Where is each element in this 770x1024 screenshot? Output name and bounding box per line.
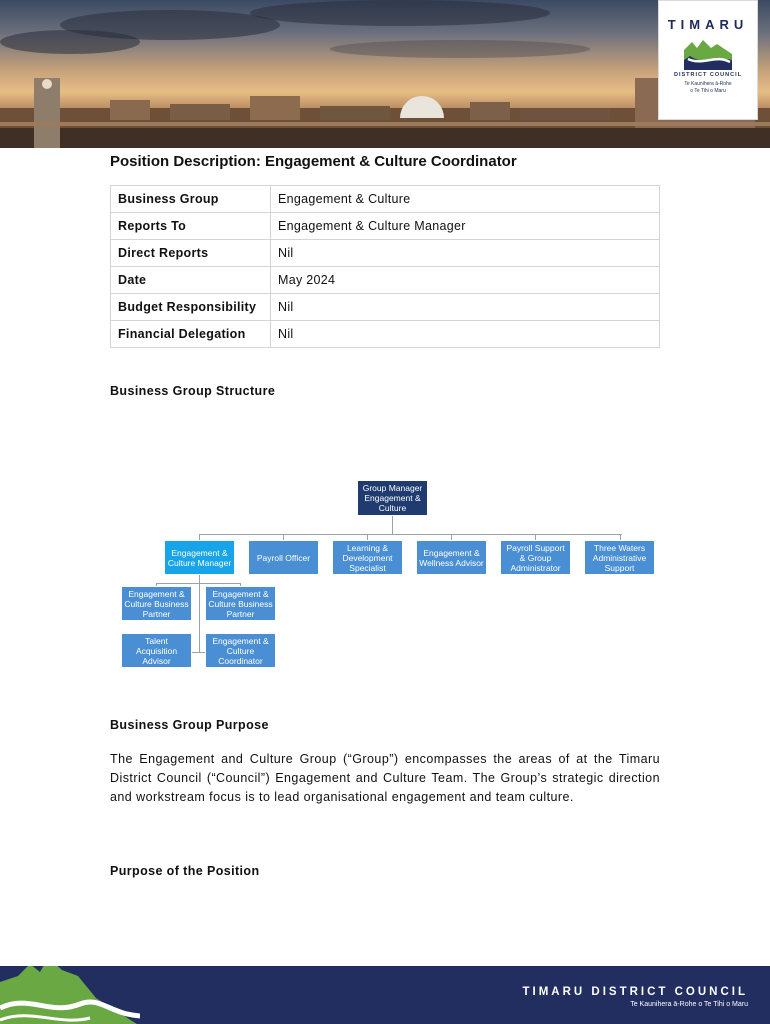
detail-label: Date <box>111 267 271 294</box>
table-row <box>111 186 660 213</box>
detail-value: Nil <box>271 294 660 321</box>
detail-value: Nil <box>271 321 660 348</box>
position-purpose-heading: Purpose of the Position <box>110 864 260 878</box>
org-node-ec-manager: Engagement & Culture Manager <box>164 540 235 575</box>
logo-subtitle: DISTRICT COUNCIL <box>674 72 742 78</box>
org-node-payroll-support: Payroll Support & Group Administrator <box>500 540 571 575</box>
city-skyline-image <box>0 78 770 148</box>
org-node-three-waters: Three Waters Administrative Support <box>584 540 655 575</box>
purpose-paragraph: The Engagement and Culture Group (“Group”) encompasses the areas of at the Timaru District Council (“Council”) Engagement and Culture Team. The Group’s strategic direction and workstream focus is to lead organisational engagement and team culture. <box>110 752 660 804</box>
logo-tagline-2: o Te Tihi o Maru <box>690 88 726 94</box>
table-row <box>111 213 660 240</box>
org-node-talent-advisor: Talent Acquisition Advisor <box>121 633 192 668</box>
structure-heading: Business Group Structure <box>110 384 276 398</box>
purpose-heading: Business Group Purpose <box>110 718 269 732</box>
detail-value: Nil <box>271 240 660 267</box>
detail-value: Engagement & Culture Manager <box>271 213 660 240</box>
table-row <box>111 267 660 294</box>
org-node-wellness-advisor: Engagement & Wellness Advisor <box>416 540 487 575</box>
mountain-river-icon <box>684 36 732 70</box>
mountain-river-icon <box>0 966 140 1024</box>
org-node-ld-specialist: Learning & Development Specialist <box>332 540 403 575</box>
table-row <box>111 294 660 321</box>
org-node-group-manager: Group Manager Engagement & Culture <box>357 480 428 516</box>
connector-line <box>190 652 206 653</box>
document-title: Position Description: Engagement & Culture Coordinator <box>110 153 517 170</box>
footer-council-name: TIMARU DISTRICT COUNCIL <box>522 986 748 998</box>
connector-line <box>199 534 622 535</box>
org-node-ec-coordinator: Engagement & Culture Coordinator <box>205 633 276 668</box>
table-row <box>111 240 660 267</box>
position-details-table <box>110 185 660 348</box>
detail-label: Financial Delegation <box>111 321 271 348</box>
footer-tagline: Te Kaunihera ā-Rohe o Te Tihi o Maru <box>630 1001 748 1008</box>
council-logo <box>658 0 758 120</box>
detail-label: Budget Responsibility <box>111 294 271 321</box>
logo-title: TIMARU <box>667 17 749 32</box>
detail-label: Business Group <box>111 186 271 213</box>
detail-value: May 2024 <box>271 267 660 294</box>
connector-line <box>156 583 240 584</box>
connector-line <box>392 515 393 534</box>
logo-tagline-1: Te Kaunihera ā-Rohe <box>684 81 732 87</box>
org-node-business-partner: Engagement & Culture Business Partner <box>121 586 192 621</box>
org-node-business-partner: Engagement & Culture Business Partner <box>205 586 276 621</box>
header-banner <box>0 0 770 148</box>
table-row <box>111 321 660 348</box>
connector-line <box>199 574 200 652</box>
org-node-payroll-officer: Payroll Officer <box>248 540 319 575</box>
footer-banner <box>0 966 770 1024</box>
detail-label: Direct Reports <box>111 240 271 267</box>
detail-value: Engagement & Culture <box>271 186 660 213</box>
detail-label: Reports To <box>111 213 271 240</box>
